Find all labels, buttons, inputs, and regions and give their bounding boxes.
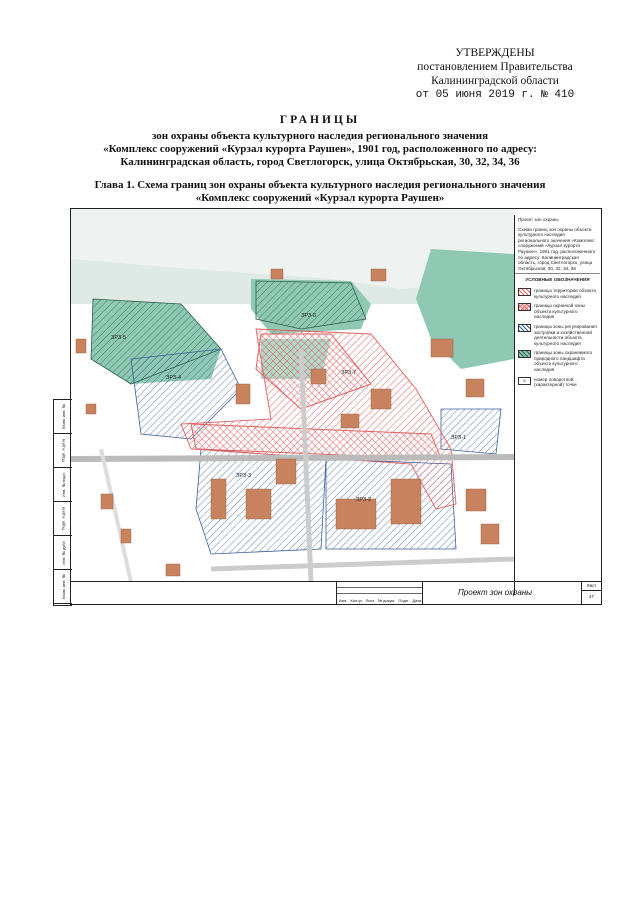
building: [101, 494, 113, 509]
legend-item-regulation: [515, 322, 600, 348]
building: [391, 479, 421, 524]
side-cell: Инв. № подл.: [54, 468, 72, 502]
legend-item-protection: [515, 301, 600, 322]
building: [431, 339, 453, 357]
zone-label: ЗРЗ-7: [341, 370, 357, 376]
title-line-1: зон охраны объекта культурного наследия регионального значения: [151, 130, 489, 142]
building: [271, 269, 283, 279]
zone-label: ЗРЗ-2: [356, 497, 372, 503]
legend-item-point: [515, 375, 600, 390]
document-heading: ГРАНИЦЫ: [279, 114, 361, 126]
building: [311, 369, 326, 384]
sheet-number: 47: [588, 594, 594, 599]
building: [121, 529, 131, 543]
side-cell: Инв. № дубл.: [54, 536, 72, 570]
stamp-label: Изм.: [338, 598, 348, 603]
legend-item-label: границы зоны охраняемого природного ландшафта объекта культурного наследия: [534, 350, 593, 373]
side-cell: Взам. инв. №: [54, 570, 72, 604]
building: [166, 564, 180, 576]
approval-line-2: постановлением Правительства: [417, 61, 573, 73]
street-main: [71, 457, 514, 459]
building: [481, 524, 499, 544]
building: [371, 269, 386, 281]
building: [236, 384, 250, 404]
stamp-label: № докум.: [377, 598, 396, 603]
building: [371, 389, 391, 409]
map-sheet: [60, 208, 602, 605]
stamp-label: Дата: [412, 598, 422, 603]
building: [246, 489, 271, 519]
landscape-zone-center: [256, 281, 366, 329]
title-line-3: Калининградская область, город Светлогорск, улица Октябрьская, 30, 32, 34, 36: [120, 156, 520, 168]
legend-item-territory: [515, 286, 600, 301]
building: [341, 414, 359, 428]
approval-block: [405, 46, 585, 102]
regulation-zone-swatch: [518, 324, 531, 332]
side-cell: Взам. инв. №: [54, 400, 72, 434]
map-legend: [514, 215, 600, 595]
side-cell: Подп. и дата: [54, 502, 72, 536]
green-park-east: [416, 249, 514, 369]
building: [211, 479, 226, 519]
stamp-label: Подп.: [398, 598, 410, 603]
protection-zone-swatch: [518, 303, 531, 311]
legend-title: УСЛОВНЫЕ ОБОЗНАЧЕНИЯ: [525, 277, 590, 283]
approval-line-3: Калининградской области: [431, 75, 559, 87]
legend-item-label: границы охранной зоны объекта культурного наследия: [534, 303, 585, 320]
landscape-zone-swatch: [518, 350, 531, 358]
building: [336, 499, 376, 529]
legend-item-label: границы территории объекта культурного наследия: [534, 287, 597, 299]
point-number-swatch: 6: [518, 377, 531, 385]
chapter-line-2: «Комплекс сооружений «Курзал курорта Раушен»: [195, 192, 445, 204]
building: [466, 379, 484, 397]
legend-head: Проект зон охраны: [518, 217, 559, 222]
zone-label: ЗРЗ-1: [451, 435, 467, 441]
stamp-label: Кол.уч: [350, 598, 363, 603]
sheet-label: Лист: [582, 582, 601, 591]
street-south: [211, 559, 514, 569]
legend-item-label: номер поворотной (характерной) точки: [534, 376, 577, 388]
revision-cells: [336, 582, 423, 604]
legend-item-landscape: [515, 348, 600, 374]
building: [76, 339, 86, 353]
zone-label: ЗРЗ-5: [111, 335, 127, 341]
building: [86, 404, 96, 414]
map-canvas: [71, 209, 514, 582]
chapter-line-1: Глава 1. Схема границ зон охраны объекта культурного наследия регионального значения: [94, 179, 546, 191]
side-cell: Подп. и дата: [54, 434, 72, 468]
zone-label: ЗРЗ-3: [236, 473, 252, 479]
side-stamp: [53, 399, 72, 606]
title-line-2: «Комплекс сооружений «Курзал курорта Раушен», 1901 год, расположенного по адресу:: [103, 143, 537, 155]
building: [276, 459, 296, 484]
project-name: Проект зон охраны: [422, 582, 582, 604]
heritage-territory-swatch: [518, 288, 531, 296]
legend-item-label: границы зоны регулирования застройки и хозяйственной деятельности объекта культурного наследия: [534, 323, 597, 346]
sheet-number-box: [581, 582, 601, 604]
title-block: [71, 581, 601, 604]
street-west: [101, 449, 131, 582]
approval-line-1: УТВЕРЖДЕНЫ: [455, 47, 535, 59]
stamp-label: Лист: [365, 598, 375, 603]
approval-date: от 05 июня 2019 г. № 410: [415, 89, 575, 101]
building: [466, 489, 486, 511]
legend-description: Схема границ зон охраны объекта культурного наследия регионального значения «Комплекс сооружений «Курзал курорта Раушен», 1901 год, расположенного по адресу: Калининградская область, город Светлогорск, улица Октябрьская, 30, 32, 34, 36: [515, 225, 600, 275]
zone-label: ЗРЗ-4: [166, 375, 182, 381]
zone-label: ЗРЗ-6: [301, 313, 317, 319]
